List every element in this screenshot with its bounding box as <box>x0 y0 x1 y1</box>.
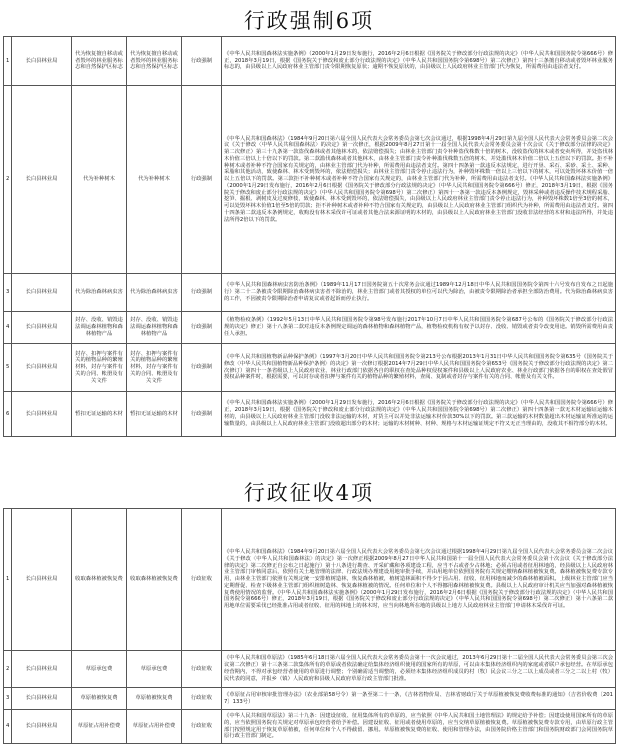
table-row <box>4 392 616 437</box>
legal-basis-cell <box>222 688 616 710</box>
item-name-cell: 草原植被恢复费 <box>72 688 127 710</box>
table-row <box>4 86 616 274</box>
item-name-cell: 封存、扣押与案件有关的植物品种的繁殖材料，封存与案件有关的合同、帐册及有关文件 <box>72 344 127 392</box>
section-title-enforcement: 行政强制6项 <box>243 9 375 33</box>
sub-item-cell: 草原承包费 <box>127 651 182 688</box>
item-name-cell: 草原征占用补偿费 <box>72 710 127 744</box>
table-row <box>4 274 616 312</box>
table-row <box>4 651 616 688</box>
legal-basis-text: 《草原征占用审核审批管理办法》（农业部第58号令）第一条至第二十一条，《吉林省物价局、吉林省财政厅关于草原植被恢复费收费标准的通知》（吉省价收费〔2017〕133号） <box>224 691 613 705</box>
legal-basis-cell <box>222 344 616 392</box>
department-cell: 长白县林业局 <box>12 688 72 710</box>
sub-item-cell: 封存、扣押与案件有关的植物品种的繁殖材料，封存与案件有关的合同、帐册及有关文件 <box>127 344 182 392</box>
sub-item-cell: 收取森林植被恢复费 <box>127 509 182 651</box>
item-name-cell: 草原承包费 <box>72 651 127 688</box>
sub-item-cell: 草原植被恢复费 <box>127 688 182 710</box>
row-number: 1 <box>4 509 12 651</box>
legal-basis-text: 《中华人民共和国森林法》（1984年9月20日第六届全国人民代表大会常务委员会第七次会议通过根据1998年4月29日第九届全国人民代表大会常务委员会第二次会议《关于修改〈中华人民共和国森林法〉的决定》第一次修正根据2009年8月27日中华人民共和国第十一届全国人民代表大会常务委员会第十次会议《关于修改部分法律的决定》第二次修正自公布之日起施行）第十八条进行勘查、开采矿藏和各项建设工程，应当不占或者少占林地；必须占用或者征用林地的，经县级以上人民政府林业主管部门审核同意后，依照有关土地管理的法律、行政法规办理建设用地审批手续，并由用地单位依照国务院有关规定缴纳森林植被恢复费。森林植被恢复费专款专用，由林业主管部门依照有关规定统一安排植树造林，恢复森林植被，植树造林面积不得少于因占用、征收、征用林地而减少的森林植被面积。上级林业主管部门应当定期督促、检查下级林业主管部门组织植树造林、恢复森林植被的情况。任何单位和个人不得挪用森林植被恢复费。县级以上人民政府审计机关应当加强对森林植被恢复费使用情况的监督。《中华人民共和国森林法实施条例》（2000年1月29日发布施行，2016年2月6日根据《国务院关于修改部分行政法规的决定》（中华人民共和国国务院令第666号）修正，2018年3月19日，根据《国务院关于修改和废止部分行政法规的决定》（中华人民共和国国务院令第698号）第二次修正）第十六条第二款用地单位需要采伐已经批准占用或者征收、征用的林地上的林木时，应当向林地所在地的县级以上地方人民政府林业主管部门申请林木采伐许可证。 <box>224 549 613 610</box>
item-name-cell: 代为除治森林病虫害 <box>72 274 127 312</box>
row-number: 3 <box>4 274 12 312</box>
sub-item-cell: 草原征占用补偿费 <box>127 710 182 744</box>
department-cell: 长白县林业局 <box>12 392 72 437</box>
legal-basis-text: 《中华人民共和国森林法实施条例》（2000年1月29日发布施行，2016年2月6日根据《国务院关于修改部分行政法规的决定》（中华人民共和国国务院令第666号）修正，2018年3月19日，根据《国务院关于修改和废止部分行政法规的决定》（中华人民共和国国务院令第698号）第二次修正）第四十四条第一款无木材运输证运输木材的，由县级以上人民政府林业主管部门没收非法运输的木材，对货主可以并处非法运输木材价款30%以下的罚款。第三款运输的木材数量超出木材运输证所准运的运输数量的，由县级以上人民政府林业主管部门没收超出部分的木材；运输的木材树种、材种、规格与木材运输证规定不符又无正当理由的，没收其不相符部分的木材。 <box>224 400 613 427</box>
item-name-cell: 收取森林植被恢复费 <box>72 509 127 651</box>
legal-basis-cell <box>222 392 616 437</box>
department-cell: 长白县林业局 <box>12 344 72 392</box>
row-number: 3 <box>4 688 12 710</box>
legal-basis-cell <box>222 86 616 274</box>
table-row <box>4 710 616 744</box>
department-cell: 长白县林业局 <box>12 651 72 688</box>
row-number: 6 <box>4 392 12 437</box>
type-cell: 行政强制 <box>182 312 222 344</box>
row-number: 4 <box>4 710 12 744</box>
sub-item-cell: 代为恢复擅自移动或者毁坏的林业服务标志和自然保护区标志 <box>127 37 182 86</box>
type-cell: 行政强制 <box>182 344 222 392</box>
row-number: 5 <box>4 344 12 392</box>
item-name-cell: 封存、没收、销毁违法调运森林植物和森林植物产品 <box>72 312 127 344</box>
table-row <box>4 509 616 651</box>
type-cell: 行政征收 <box>182 688 222 710</box>
legal-basis-text: 《中华人民共和国植物新品种保护条例》（1997年3月20日中华人民共和国国务院令第213号公布根据2013年1月31日中华人民共和国国务院令第635号《国务院关于修改〈中华人民共和国植物新品种保护条例〉的决定》第一次修订根据2014年7月29日中华人民共和国国务院令第653号《国务院关于修改部分行政法规的决定》第二次修订）第四十一条省级以上人民政府农业、林业行政部门依据各自的职权在查处品种权侵权案件和县级以上人民政府农业、林业行政部门依据各自的职权在查处假冒授权品种案件时，根据需要，可以封存或者扣押与案件有关的植物品种的繁殖材料，查阅、复制或者封存与案件有关的合同、帐册及有关文件。 <box>224 353 613 381</box>
legal-basis-text: 《中华人民共和国森林法实施条例》（2000年1月29日发布施行，2016年2月6日根据《国务院关于修改部分行政法规的决定》（中华人民共和国国务院令第666号）修正，2018年3月19日，根据《国务院关于修改和废止部分行政法规的决定》（中华人民共和国国务院令第698号）第二次修正）第四十三条擅自移动或者毁坏林业服务标志的，由县级以上人民政府林业主管部门责令限期恢复原状；逾期不恢复原状的，由县级以上人民政府林业主管部门代为恢复，所需费用由违法者支付。 <box>224 50 613 71</box>
type-cell: 行政强制 <box>182 392 222 437</box>
table-row <box>4 312 616 344</box>
legal-basis-cell <box>222 37 616 86</box>
department-cell: 长白县林业局 <box>12 86 72 274</box>
row-number: 1 <box>4 37 12 86</box>
row-number: 2 <box>4 86 12 274</box>
legal-basis-cell <box>222 710 616 744</box>
legal-basis-cell <box>222 312 616 344</box>
legal-basis-text: 《中华人民共和国草原法》（1985年6月18日第六届全国人民代表大会常务委员会第十一次会议通过，2013年6月29日第十二届全国人民代表大会常务委员会第三次会议第二次修正）第十三条第二款集体所有的草原或者依法确定给集体经济组织使用的国家所有的草原，可以由本集体经济组织内的家庭或者联户承包经营。在草原承包经营期内，不得对承包经营者使用的草原进行调整；个别确需适当调整的，必须经本集体经济组织成员的村（牧）民会议三分之二以上成员或者三分之二以上村（牧）民代表的同意，并报乡（镇）人民政府和县级人民政府草原行政主管部门批准。 <box>224 655 613 682</box>
levy-table <box>3 508 616 744</box>
legal-basis-cell <box>222 274 616 312</box>
legal-basis-text: 《中华人民共和国森林病虫害防治条例》（1989年11月17日国务院第五十次常务会议通过1989年12月18日中华人民共和国国务院令第四十六号发布自发布之日起施行）第二十二条被责令限期除治森林病虫害者不除治的，林业主管部门或者其授权的单位可以代为除治，由被责令限期除治者承担全部防治费用。代为除治森林病虫害的工作，不因被责令限期除治者申请复议或者起诉而停止执行。 <box>224 282 613 302</box>
legal-basis-text: 《中华人民共和国草原法》第三十九条：因建设征收、征用集体所有的草原的，应当依照《中华人民共和国土地管理法》的规定给予补偿；因建设使用国家所有的草原的，应当依照国务院有关规定对草原承包经营者给予补偿。因建设征收、征用或者使用草原的，应当交纳草原植被恢复费。草原植被恢复费专款专用，由草原行政主管部门按照规定用于恢复草原植被，任何单位和个人不得截留、挪用。草原植被恢复费的征收、使用和管理办法，由国务院价格主管部门和国务院财政部门会同国务院草原行政主管部门制定。 <box>224 712 613 740</box>
item-name-cell: 代为恢复擅自移动或者毁坏的林业服务标志和自然保护区标志 <box>72 37 127 86</box>
legal-basis-text: 《植物检疫条例》（1992年5月13日中华人民共和国国务院令第98号发布施行2017年10月7日中华人民共和国国务院令第687号公布的《国务院关于修改部分行政法规的决定》修正）第十八条第二款对违反本条例规定调运的森林植物和森林植物产品，植物检疫机构有权予以封存、没收、销毁或者责令改变用途。销毁所需费用由责任人承担。 <box>224 317 613 337</box>
type-cell: 行政征收 <box>182 651 222 688</box>
department-cell: 长白县林业局 <box>12 37 72 86</box>
legal-basis-cell <box>222 651 616 688</box>
sub-item-cell: 封存、没收、销毁违法调运森林植物和森林植物产品 <box>127 312 182 344</box>
department-cell: 长白县林业局 <box>12 274 72 312</box>
row-number: 2 <box>4 651 12 688</box>
type-cell: 行政强制 <box>182 274 222 312</box>
type-cell: 行政强制 <box>182 37 222 86</box>
type-cell: 行政强制 <box>182 86 222 274</box>
department-cell: 长白县林业局 <box>12 509 72 651</box>
department-cell: 长白县林业局 <box>12 312 72 344</box>
table-row <box>4 344 616 392</box>
sub-item-cell: 暂扣无证运输的木材 <box>127 392 182 437</box>
item-name-cell: 暂扣无证运输的木材 <box>72 392 127 437</box>
department-cell: 长白县林业局 <box>12 710 72 744</box>
table-row <box>4 688 616 710</box>
sub-item-cell: 代为补种树木 <box>127 86 182 274</box>
sub-item-cell: 代为除治森林病虫害 <box>127 274 182 312</box>
item-name-cell: 代为补种树木 <box>72 86 127 274</box>
type-cell: 行政征收 <box>182 509 222 651</box>
row-number: 4 <box>4 312 12 344</box>
section-title-levy: 行政征收4项 <box>243 481 375 505</box>
legal-basis-text: 《中华人民共和国森林法》（1984年9月20日第六届全国人民代表大会常务委员会第七次会议通过，根据1998年4月29日第九届全国人民代表大会常务委员会第二次会议《关于修改〈中华人民共和国森林法〉的决定》第一次修正，根据2009年8月27日第十一届全国人民代表大会常务委员会第十次会议《关于修改部分法律的决定》第二次修正）第三十九条第一款盗伐森林或者其他林木的，依法赔偿损失；由林业主管部门责令补种盗伐株数十倍的树木，没收盗伐的林木或者变卖所得，并处盗伐林木价值三倍以上十倍以下的罚款。第二款滥伐森林或者其他林木，由林业主管部门责令补种滥伐株数五倍的树木，并处滥伐林木价值二倍以上五倍以下的罚款。拒不补种树木或者补种不符合国家有关规定的，由林业主管部门代为补种，所需费用由违法者支付。第四十四条第一款违反本法规定，进行开垦、采石、采砂、采土、采种、采脂和其他活动，致使森林、林木受到毁坏的，依法赔偿损失；由林业主管部门责令停止违法行为，补种毁坏株数一倍以上三倍以下的树木，可以处毁坏林木价值一倍以上五倍以下的罚款。第三款拒不补种树木或者补种不符合国家有关规定的，由林业主管部门代为补种，所需费用由违法者支付。《中华人民共和国森林法实施条例》（2000年1月29日发布施行，2016年2月6日根据《国务院关于修改部分行政法规的决定》（中华人民共和国国务院令第666号）修正，2018年3月19日，根据《国务院关于修改和废止部分行政法规的决定》（中华人民共和国国务院令第698号）第二次修正）第四十一条第一款违反本条例规定，毁林采种或者违反操作技术规程采脂、挖笋、掘根、剥树皮及过度修枝，致使森林、林木受到毁坏的，依法赔偿损失，由县级以上人民政府林业主管部门责令停止违法行为，补种毁坏株数1倍至3倍的树木，可以处毁坏林木价值1倍至5倍的罚款；拒不补种树木或者补种不符合国家有关规定的，由县级以上人民政府林业主管部门组织代为补种，所需费用由违法者支付。第四十四条第二款违反本条例规定，收购没有林木采伐许可证或者其他合法来源证明的木材的，由县级以上人民政府林业主管部门没收非法经营的木材和违法所得，并处违法所得2倍以下的罚款。 <box>224 135 613 223</box>
table-row <box>4 37 616 86</box>
enforcement-table <box>3 36 616 437</box>
legal-basis-cell <box>222 509 616 651</box>
type-cell: 行政征收 <box>182 710 222 744</box>
